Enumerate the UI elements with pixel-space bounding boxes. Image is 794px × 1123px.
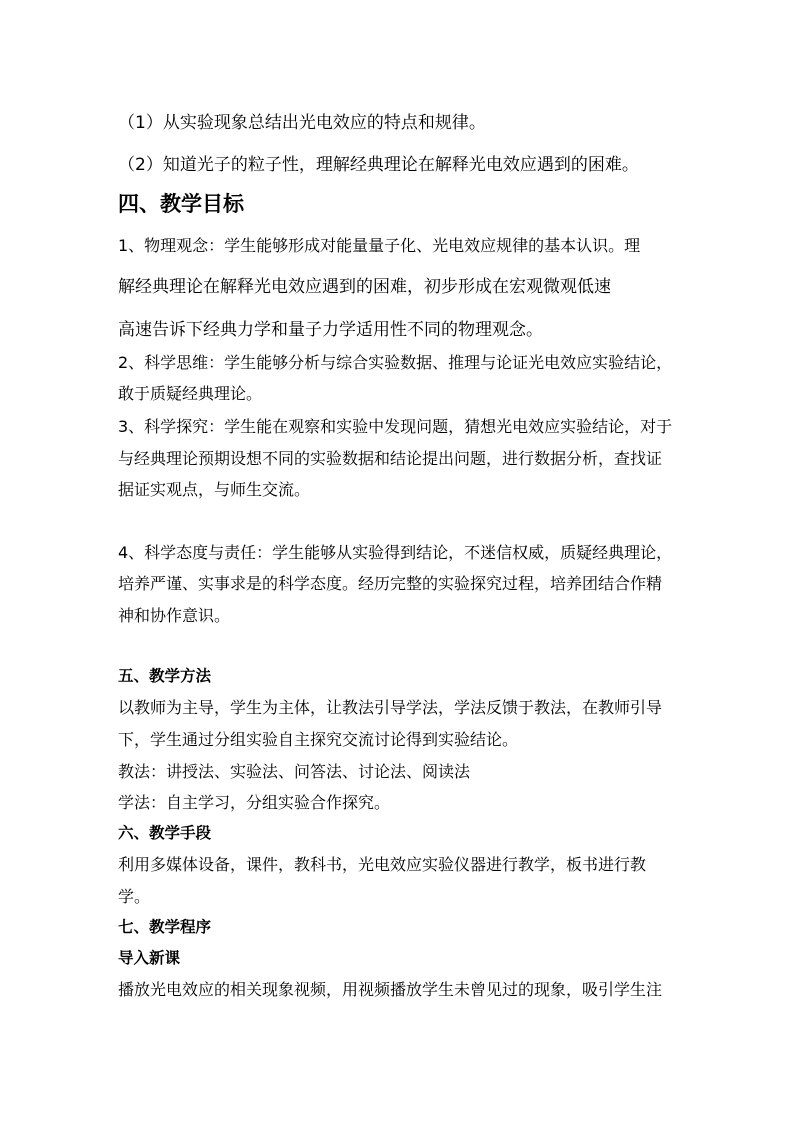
procedure-line-1: 播放光电效应的相关现象视频，用视频播放学生未曾见过的现象，吸引学生注 — [118, 980, 663, 999]
section-heading-teaching-procedure: 七、教学程序 — [118, 918, 212, 936]
section-heading-teaching-methods: 五、教学方法 — [118, 667, 212, 685]
objective-2-line-1: 2、科学思维：学生能够分析与综合实验数据、推理与论证光电效应实验结论， — [118, 353, 673, 372]
means-line-1: 利用多媒体设备，课件，教科书，光电效应实验仪器进行教学，板书进行教 — [118, 855, 647, 874]
methods-line-2: 下，学生通过分组实验自主探究交流讨论得到实验结论。 — [118, 730, 519, 749]
objective-3-line-1: 3、科学探究：学生能在观察和实验中发现问题，猜想光电效应实验结论，对于 — [118, 417, 673, 436]
methods-learning-line: 学法：自主学习，分组实验合作探究。 — [118, 793, 391, 812]
objective-1-line-2: 解经典理论在解释光电效应遇到的困难，初步形成在宏观微观低速 — [118, 277, 611, 297]
methods-line-1: 以教师为主导，学生为主体，让教法引导学法，学法反馈于教法，在教师引导 — [118, 698, 663, 717]
methods-teaching-line: 教法：讲授法、实验法、问答法、讨论法、阅读法 — [118, 762, 471, 781]
section-heading-teaching-objectives: 四、教学目标 — [118, 192, 244, 216]
objective-4-line-1: 4、科学态度与责任：学生能够从实验得到结论，不迷信权威，质疑经典理论， — [118, 543, 673, 562]
section-heading-teaching-means: 六、教学手段 — [118, 824, 212, 842]
objective-4-line-2: 培养严谨、实事求是的科学态度。经历完整的实验探究过程，培养团结合作精 — [118, 574, 663, 593]
objective-4-line-3: 神和协作意识。 — [118, 606, 231, 625]
means-line-2: 学。 — [118, 887, 151, 906]
objective-3-line-3: 据证实观点，与师生交流。 — [118, 480, 311, 499]
objective-1-line-1: 1、物理观念：学生能够形成对能量量子化、光电效应规律的基本认识。理 — [118, 236, 641, 255]
objective-2-line-2: 敢于质疑经典理论。 — [118, 384, 263, 403]
objective-1-line-3: 高速告诉下经典力学和量子力学适用性不同的物理观念。 — [118, 320, 543, 340]
goal-item-1: （1）从实验现象总结出光电效应的特点和规律。 — [118, 113, 486, 133]
objective-3-line-2: 与经典理论预期设想不同的实验数据和结论提出问题，进行数据分析，查找证 — [118, 449, 663, 468]
goal-item-2: （2）知道光子的粒子性，理解经典理论在解释光电效应遇到的困难。 — [118, 155, 639, 175]
subheading-introduction: 导入新课 — [118, 949, 181, 967]
